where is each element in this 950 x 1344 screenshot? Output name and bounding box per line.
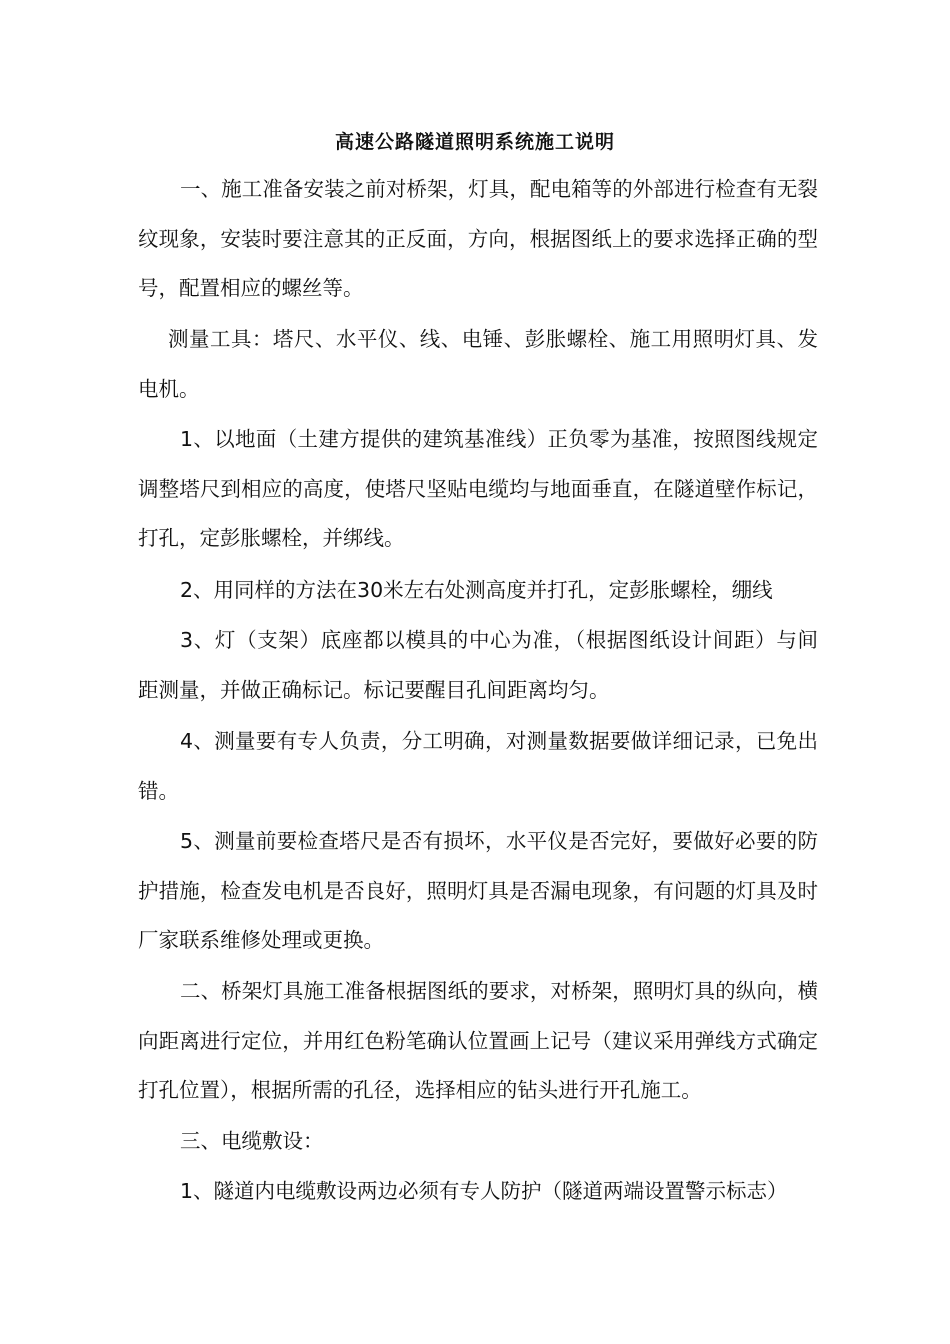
document-title: 高速公路隧道照明系统施工说明 [334,131,615,153]
paragraph-construction-prep: 一、施工准备安装之前对桥架，灯具，配电箱等的外部进行检查有无裂纹现象，安装时要注意其的正反面，方向，根据图纸上的要求选择正确的型号，配置相应的螺丝等。 [138,177,818,301]
paragraph-step-2: 2、用同样的方法在30米左右处测高度并打孔，定彭胀螺栓，绷线 [180,578,773,602]
paragraph-step-5: 5、测量前要检查塔尺是否有损坏，水平仪是否完好，要做好必要的防护措施，检查发电机是否良好，照明灯具是否漏电现象，有问题的灯具及时厂家联系维修处理或更换。 [138,829,818,953]
paragraph-step-3: 3、灯（支架）底座都以模具的中心为准，（根据图纸设计间距）与间距测量，并做正确标记。标记要醒目孔间距离均匀。 [138,628,818,702]
paragraph-cable-step-1: 1、隧道内电缆敷设两边必须有专人防护（隧道两端设置警示标志） [180,1179,788,1203]
paragraph-step-1: 1、以地面（土建方提供的建筑基准线）正负零为基准，按照图线规定调整塔尺到相应的高度，使塔尺坚贴电缆均与地面垂直，在隧道壁作标记，打孔，定彭胀螺栓，并绑线。 [138,427,818,551]
paragraph-step-4: 4、测量要有专人负责，分工明确，对测量数据要做详细记录，已免出错。 [138,729,818,803]
paragraph-tray-lamp-prep: 二、桥架灯具施工准备根据图纸的要求，对桥架，照明灯具的纵向，横向距离进行定位，并用红色粉笔确认位置画上记号（建议采用弹线方式确定打孔位置），根据所需的孔径，选择相应的钻头进行开孔施工。 [138,979,818,1103]
paragraph-measuring-tools: 测量工具：塔尺、水平仪、线、电锤、彭胀螺栓、施工用照明灯具、发电机。 [138,327,818,401]
paragraph-cable-laying-heading: 三、电缆敷设： [180,1129,324,1153]
